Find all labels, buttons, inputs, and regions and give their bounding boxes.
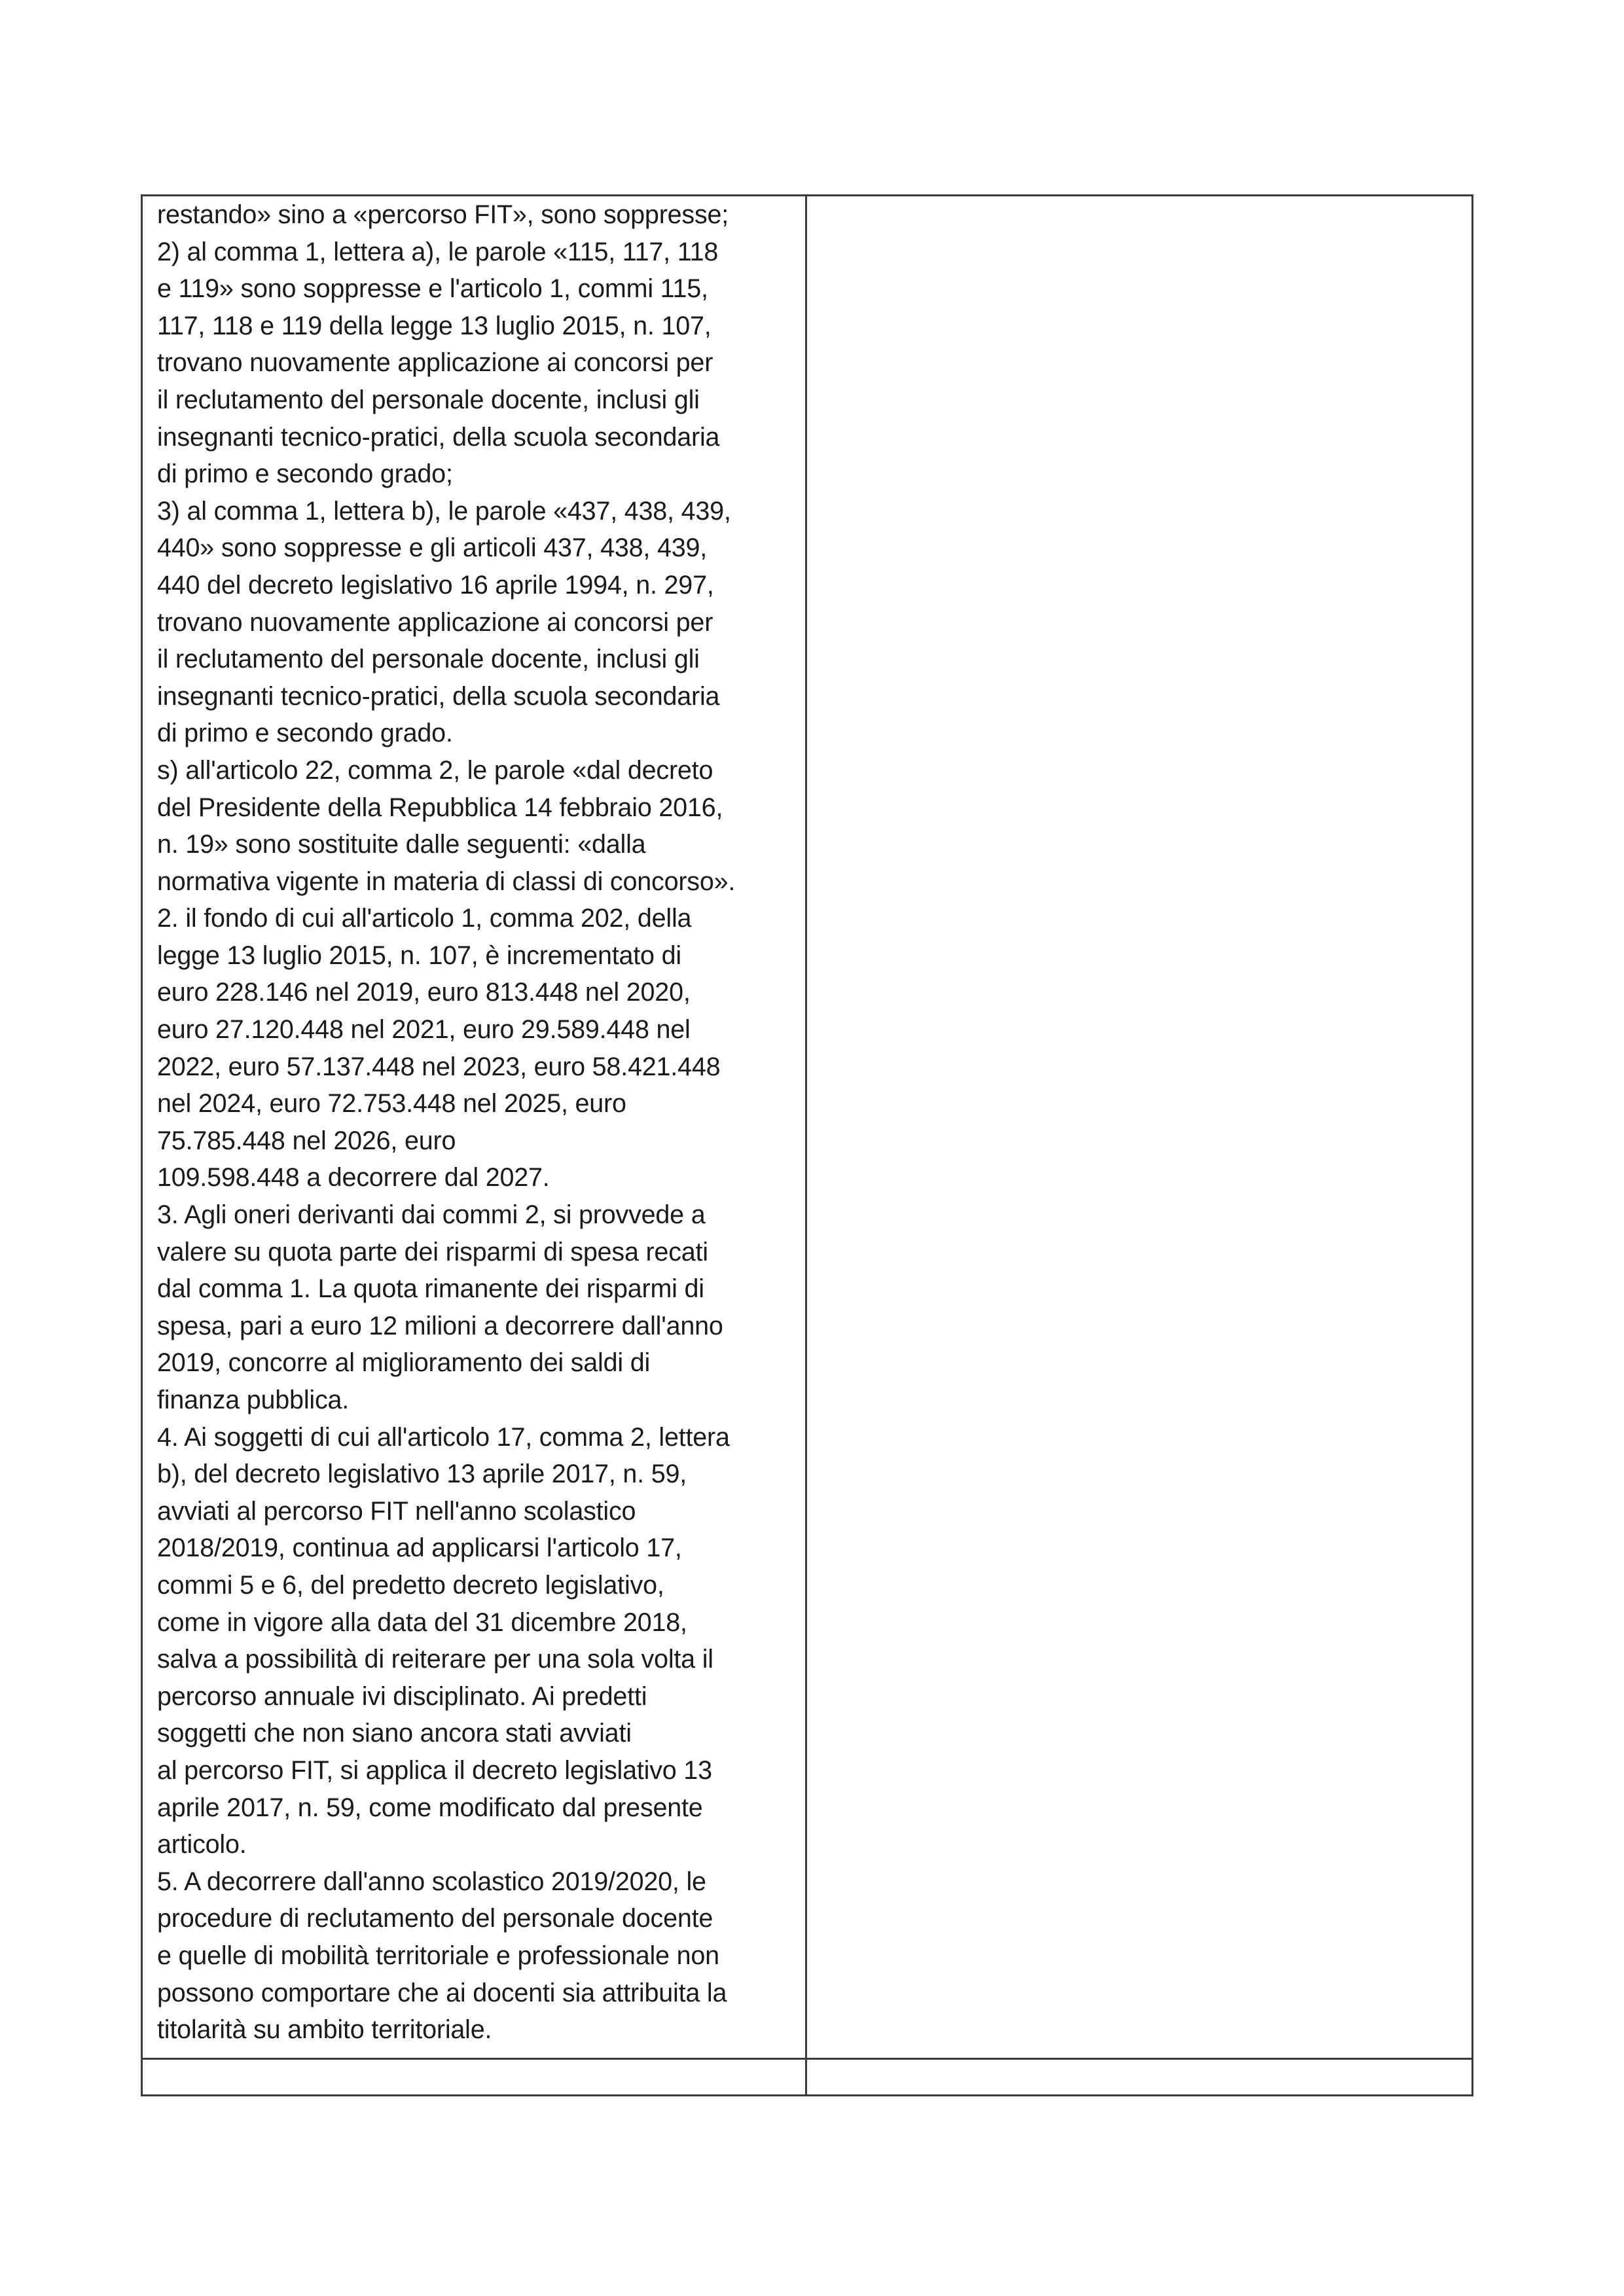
right-cell (806, 196, 1473, 2059)
text-line: trovano nuovamente applicazione ai concorsi per (157, 607, 713, 637)
text-line: 2. il fondo di cui all'articolo 1, comma 202, della (157, 904, 692, 933)
text-line: 3. Agli oneri derivanti dai commi 2, si provvede a (157, 1200, 706, 1230)
empty-cell-right (806, 2058, 1473, 2095)
text-line: possono comportare che ai docenti sia attribuita la (157, 1978, 727, 2007)
text-line: aprile 2017, n. 59, come modificato dal presente (157, 1793, 703, 1822)
text-line: valere su quota parte dei risparmi di spesa recati (157, 1237, 708, 1266)
text-line: s) all'articolo 22, comma 2, le parole «dal decreto (157, 755, 713, 785)
text-line: il reclutamento del personale docente, inclusi gli (157, 385, 700, 414)
text-line: di primo e secondo grado; (157, 459, 453, 489)
text-line: avviati al percorso FIT nell'anno scolastico (157, 1496, 636, 1526)
text-line: 75.785.448 nel 2026, euro (157, 1126, 456, 1155)
right-cell-text (807, 196, 1471, 206)
text-line: salva a possibilità di reiterare per una sola volta il (157, 1645, 713, 1674)
text-line: il reclutamento del personale docente, inclusi gli (157, 645, 700, 674)
text-line: 2022, euro 57.137.448 nel 2023, euro 58.421.448 (157, 1052, 721, 1081)
text-line: 3) al comma 1, lettera b), le parole «437, 438, 439, (157, 496, 731, 526)
text-line: nel 2024, euro 72.753.448 nel 2025, euro (157, 1089, 626, 1119)
text-line: commi 5 e 6, del predetto decreto legislativo, (157, 1570, 664, 1600)
text-line: percorso annuale ivi disciplinato. Ai predetti (157, 1681, 647, 1711)
text-line: trovano nuovamente applicazione ai concorsi per (157, 348, 713, 378)
text-line: 117, 118 e 119 della legge 13 luglio 2015, n. 107, (157, 311, 712, 340)
text-line: 2019, concorre al miglioramento dei saldi di (157, 1348, 651, 1378)
table-row (142, 196, 1473, 2059)
text-line: 2) al comma 1, lettera a), le parole «115, 117, 118 (157, 237, 719, 266)
text-line: e quelle di mobilità territoriale e professionale non (157, 1941, 719, 1970)
text-line: dal comma 1. La quota rimanente dei risparmi di (157, 1274, 704, 1304)
text-line: euro 228.146 nel 2019, euro 813.448 nel 2020, (157, 978, 691, 1007)
text-line: al percorso FIT, si applica il decreto legislativo 13 (157, 1755, 712, 1785)
text-line: di primo e secondo grado. (157, 719, 453, 748)
text-line: b), del decreto legislativo 13 aprile 2017, n. 59, (157, 1460, 687, 1489)
text-line: finanza pubblica. (157, 1386, 350, 1414)
text-line: insegnanti tecnico-pratici, della scuola secondaria (157, 422, 720, 452)
text-line: procedure di reclutamento del personale docente (157, 1904, 713, 1933)
text-line: titolarità su ambito territoriale. (157, 2015, 492, 2045)
text-line: 440» sono soppresse e gli articoli 437, 438, 439, (157, 533, 708, 563)
text-line: e 119» sono soppresse e l'articolo 1, commi 115, (157, 274, 708, 304)
text-line: 4. Ai soggetti di cui all'articolo 17, comma 2, lettera (157, 1422, 730, 1452)
text-line: restando» sino a «percorso FIT», sono soppresse; (157, 200, 729, 229)
text-line: del Presidente della Repubblica 14 febbraio 2016, (157, 793, 723, 822)
text-line: 440 del decreto legislativo 16 aprile 1994, n. 297, (157, 570, 714, 600)
text-line: come in vigore alla data del 31 dicembre 2018, (157, 1607, 687, 1637)
left-cell-text (143, 196, 805, 2058)
text-line: legge 13 luglio 2015, n. 107, è incrementato di (157, 941, 681, 970)
text-line: n. 19» sono sostituite dalle seguenti: «dalla (157, 830, 646, 859)
empty-cell-left (142, 2058, 806, 2095)
left-cell (142, 196, 806, 2059)
text-line: euro 27.120.448 nel 2021, euro 29.589.448 nel (157, 1015, 691, 1045)
text-line: 5. A decorrere dall'anno scolastico 2019/2020, le (157, 1867, 706, 1896)
text-line: soggetti che non siano ancora stati avviati (157, 1719, 632, 1748)
text-line: 109.598.448 a decorrere dal 2027. (157, 1163, 550, 1193)
text-line: normativa vigente in materia di classi di concorso». (157, 867, 736, 896)
text-line: insegnanti tecnico-pratici, della scuola secondaria (157, 681, 720, 711)
text-line: spesa, pari a euro 12 milioni a decorrere dall'anno (157, 1311, 723, 1340)
text-line: 2018/2019, continua ad applicarsi l'articolo 17, (157, 1534, 682, 1563)
text-line: articolo. (157, 1830, 247, 1859)
table-row-empty (142, 2058, 1473, 2095)
document-table (141, 194, 1473, 2096)
